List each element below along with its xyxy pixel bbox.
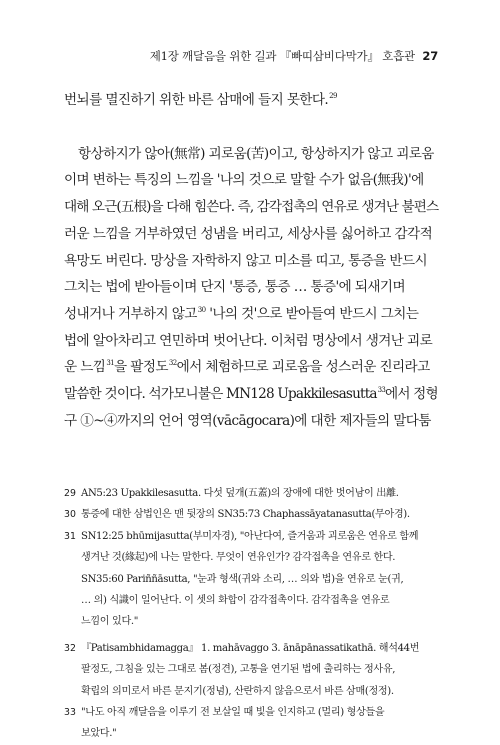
footnote-line: 팔정도, 그침을 있는 그대로 봄(정견), 고통을 연기된 법에 출리하는 정사유, bbox=[81, 664, 396, 676]
footnote-line: … 의) 식識이 일어난다. 이 셋의 화합이 감각접촉이다. 감각접촉을 연유로 bbox=[81, 595, 390, 607]
body-line: 법에 알아차리고 연민하며 벗어난다. 이처럼 명상에서 생겨난 괴로 bbox=[64, 332, 433, 349]
body-line: 구 ①~④까지의 언어 영역(vācāgocara)에 대한 제자들의 말다툼 bbox=[64, 412, 431, 429]
footnote bbox=[64, 526, 440, 633]
footnote-line: 느낌이 있다." bbox=[81, 616, 139, 628]
body-line: 말씀한 것이다. 석가모니불은 MN128 Upakkilesasutta$^{33}$에서 정형 bbox=[64, 386, 438, 403]
footnote-line: 보았다." bbox=[81, 728, 117, 740]
footnote-line: 확립의 의미로서 바른 문지기(정념), 산란하지 않음으로서 바른 삼매(정정). bbox=[81, 685, 394, 697]
body-line: 항상하지가 않아(無常) 괴로움(苦)이고, 항상하지가 않고 괴로움 bbox=[78, 145, 434, 162]
footnote-line: SN12:25 bhūmijasutta(부미자경), "아난다여, 즐거움과 괴로움은 연유로 함께 bbox=[81, 530, 419, 542]
body-line: 욕망도 버린다. 망상을 자학하지 않고 미소를 띠고, 통증을 반드시 bbox=[64, 252, 428, 269]
body-line: 러운 느낌을 거부하였던 성냄을 버리고, 세상사를 싫어하고 감각적 bbox=[64, 225, 433, 242]
footnote-ref[interactable]: 32 bbox=[168, 359, 177, 368]
main-text bbox=[64, 87, 438, 434]
running-title: 제1장 깨달음을 위한 길과 『빠띠삼비다막가』 호흡관 bbox=[149, 49, 415, 63]
footnote-line: SN35:60 Pariññāsutta, "눈과 형색(귀와 소리, … 의와 법)을 연유로 눈(귀, bbox=[81, 573, 404, 585]
body-line: 운 느낌$^{31}$을 팔정도$^{32}$에서 체험하므로 괴로움을 성스러운 진리라고 bbox=[64, 359, 430, 376]
footnote-number: 31 bbox=[64, 530, 76, 542]
footnote-number: 33 bbox=[64, 707, 76, 719]
footnote-ref[interactable]: 29 bbox=[329, 92, 337, 100]
body-line: 이며 변하는 특징의 느낌을 '나의 것으로 말할 수가 없음(無我)'에 bbox=[64, 172, 424, 189]
footnote-number: 29 bbox=[64, 488, 76, 499]
footnote-number: 30 bbox=[64, 509, 76, 521]
body-line: 그치는 법에 받아들이며 단지 '통증, 통증 … 통증'에 되새기며 bbox=[64, 279, 405, 296]
page-number: 27 bbox=[422, 49, 438, 63]
footnote bbox=[64, 702, 440, 745]
footnotes bbox=[64, 483, 440, 745]
body-line: 번뇌를 멸진하기 위한 바른 삼매에 들지 못한다.$^{29}$ bbox=[64, 92, 337, 108]
footnote-ref[interactable]: 31 bbox=[106, 359, 115, 368]
footnote bbox=[64, 638, 440, 702]
footnote bbox=[64, 483, 440, 504]
running-header bbox=[150, 48, 438, 64]
footnote bbox=[64, 504, 440, 525]
footnote-line: 생겨난 것(緣起)에 나는 말한다. 무엇이 연유인가? 감각접촉을 연유로 한다. bbox=[81, 552, 396, 564]
footnote-line: 『Patisambhidamagga』 1. mahāvaggo 3. ānāpānassatikathā. 해석44번 bbox=[81, 642, 420, 654]
footnote-line: AN5:23 Upakkilesasutta. 다섯 덮개(五蓋)의 장애에 대한 벗어남이 出離. bbox=[81, 488, 399, 499]
footnote-number: 32 bbox=[64, 642, 76, 654]
body-line: 성내거나 거부하지 않고$^{30}$ '나의 것'으로 받아들여 반드시 그치는 bbox=[64, 305, 419, 322]
body-line: 대해 오근(五根)을 다해 힘쓴다. 즉, 감각접촉의 연유로 생겨난 불편스 bbox=[64, 199, 439, 216]
footnote-line: "나도 아직 깨달음을 이루기 전 보살일 때 빛을 인지하고 (멀리) 형상들을 bbox=[81, 707, 385, 719]
footnote-line: 통증에 대한 삼법인은 맨 뒷장의 SN35:73 Chaphassāyatanasutta(무아경). bbox=[81, 509, 410, 521]
footnote-ref[interactable]: 30 bbox=[197, 305, 206, 314]
footnote-ref[interactable]: 33 bbox=[377, 386, 385, 395]
